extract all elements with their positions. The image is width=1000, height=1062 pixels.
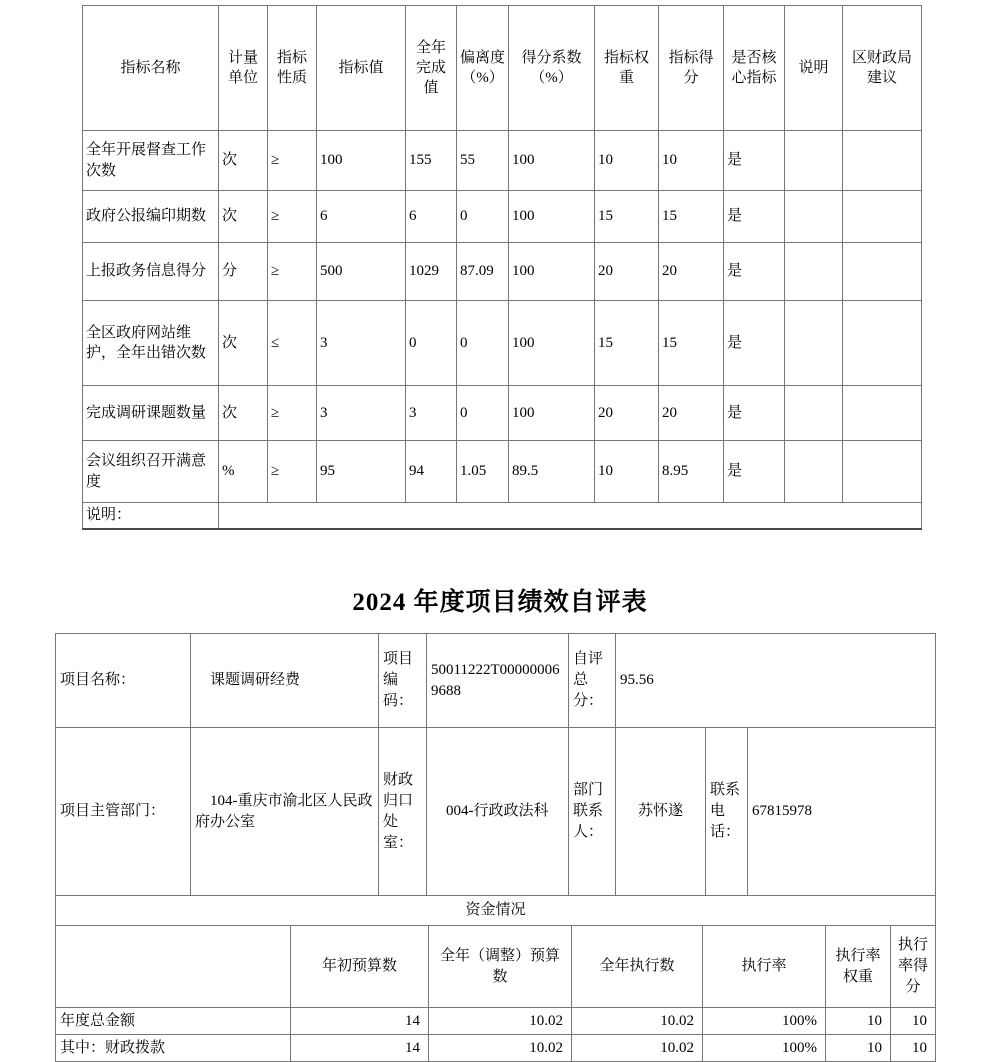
cell-deviation: 0 (457, 191, 509, 243)
cell-core: 是 (724, 131, 785, 191)
cell-annual: 0 (406, 301, 457, 386)
column-header-coef: 得分系数（%） (509, 6, 595, 131)
column-header-weight: 指标权重 (595, 6, 659, 131)
column-header-unit: 计量单位 (219, 6, 268, 131)
cell-deviation: 55 (457, 131, 509, 191)
cell-indicator-name: 会议组织召开满意度 (83, 441, 219, 503)
column-header-note: 说明 (785, 6, 843, 131)
cell-deviation: 87.09 (457, 243, 509, 301)
cell-core: 是 (724, 441, 785, 503)
contact-value: 苏怀遂 (616, 728, 706, 896)
cell-unit: 次 (219, 131, 268, 191)
cell-nature: ≥ (268, 191, 317, 243)
cell-note (785, 441, 843, 503)
cell-note (785, 131, 843, 191)
cell-weight: 10 (595, 131, 659, 191)
cell-note (785, 243, 843, 301)
cell-coef: 89.5 (509, 441, 595, 503)
cell-note (785, 191, 843, 243)
project-name-row (56, 634, 936, 728)
funding-section-row (56, 896, 936, 926)
indicator-header-row (83, 6, 922, 131)
cell-initial: 14 (291, 1035, 429, 1062)
cell-rate-score: 10 (891, 1035, 936, 1062)
cell-unit: 次 (219, 386, 268, 441)
project-table (55, 633, 936, 1062)
cell-initial: 14 (291, 1008, 429, 1035)
project-code-value: 50011222T000000069688 (427, 634, 569, 728)
cell-score: 8.95 (659, 441, 724, 503)
column-header-core: 是否核心指标 (724, 6, 785, 131)
cell-target: 6 (317, 191, 406, 243)
cell-indicator-name: 上报政务信息得分 (83, 243, 219, 301)
cell-annual: 94 (406, 441, 457, 503)
cell-unit: % (219, 441, 268, 503)
cell-coef: 100 (509, 191, 595, 243)
cell-deviation: 0 (457, 301, 509, 386)
cell-core: 是 (724, 243, 785, 301)
funding-header-blank (56, 926, 291, 1008)
funding-header-executed: 全年执行数 (572, 926, 703, 1008)
funding-header-rate-weight: 执行率权重 (826, 926, 891, 1008)
cell-score: 15 (659, 191, 724, 243)
cell-unit: 次 (219, 191, 268, 243)
phone-label: 联系电话： (706, 728, 748, 896)
cell-target: 3 (317, 386, 406, 441)
page-title: 2024 年度项目绩效自评表 (352, 589, 648, 616)
funding-header-initial: 年初预算数 (291, 926, 429, 1008)
indicator-row (83, 301, 922, 386)
cell-note (785, 301, 843, 386)
cell-suggestion (843, 191, 922, 243)
cell-annual: 155 (406, 131, 457, 191)
indicator-row (83, 191, 922, 243)
cell-indicator-name: 全年开展督查工作次数 (83, 131, 219, 191)
cell-indicator-name: 全区政府网站维护，全年出错次数 (83, 301, 219, 386)
cell-score: 10 (659, 131, 724, 191)
dept-value: 104-重庆市渝北区人民政府办公室 (191, 728, 379, 896)
project-name-label: 项目名称： (56, 634, 191, 728)
cell-suggestion (843, 441, 922, 503)
indicator-footer-row (83, 503, 922, 529)
cell-coef: 100 (509, 131, 595, 191)
column-header-annual: 全年完成值 (406, 6, 457, 131)
footer-label: 说明： (83, 503, 219, 529)
indicator-row (83, 386, 922, 441)
cell-weight: 20 (595, 386, 659, 441)
cell-nature: ≥ (268, 243, 317, 301)
cell-annual: 1029 (406, 243, 457, 301)
cell-coef: 100 (509, 301, 595, 386)
column-header-nature: 指标性质 (268, 6, 317, 131)
contact-label: 部门联系人： (569, 728, 616, 896)
funding-row-label: 年度总金额 (56, 1008, 291, 1035)
cell-nature: ≥ (268, 131, 317, 191)
cell-target: 500 (317, 243, 406, 301)
cell-suggestion (843, 131, 922, 191)
cell-weight: 15 (595, 191, 659, 243)
project-dept-row (56, 728, 936, 896)
cell-weight: 20 (595, 243, 659, 301)
cell-nature: ≤ (268, 301, 317, 386)
self-score-value: 95.56 (616, 634, 936, 728)
cell-coef: 100 (509, 386, 595, 441)
cell-annual: 6 (406, 191, 457, 243)
column-header-indicator-name: 指标名称 (83, 6, 219, 131)
cell-target: 100 (317, 131, 406, 191)
indicator-row (83, 243, 922, 301)
cell-adjusted: 10.02 (429, 1008, 572, 1035)
cell-executed: 10.02 (572, 1035, 703, 1062)
cell-indicator-name: 完成调研课题数量 (83, 386, 219, 441)
cell-core: 是 (724, 386, 785, 441)
phone-value: 67815978 (748, 728, 936, 896)
cell-score: 15 (659, 301, 724, 386)
cell-nature: ≥ (268, 386, 317, 441)
office-label: 财政归口处室： (379, 728, 427, 896)
column-header-deviation: 偏离度（%） (457, 6, 509, 131)
project-name-value: 课题调研经费 (191, 634, 379, 728)
dept-label: 项目主管部门： (56, 728, 191, 896)
funding-header-row (56, 926, 936, 1008)
office-value: 004-行政政法科 (427, 728, 569, 896)
cell-suggestion (843, 301, 922, 386)
indicator-row (83, 131, 922, 191)
cell-unit: 次 (219, 301, 268, 386)
indicator-table (82, 5, 922, 530)
self-score-label: 自评总分： (569, 634, 616, 728)
cell-score: 20 (659, 243, 724, 301)
cell-rate: 100% (703, 1008, 826, 1035)
funding-row-fiscal (56, 1035, 936, 1062)
indicator-row (83, 441, 922, 503)
funding-header-rate-score: 执行率得分 (891, 926, 936, 1008)
cell-weight: 10 (595, 441, 659, 503)
cell-core: 是 (724, 301, 785, 386)
funding-section-title: 资金情况 (56, 896, 936, 926)
cell-adjusted: 10.02 (429, 1035, 572, 1062)
cell-rate: 100% (703, 1035, 826, 1062)
cell-core: 是 (724, 191, 785, 243)
cell-rate-weight: 10 (826, 1008, 891, 1035)
funding-header-rate: 执行率 (703, 926, 826, 1008)
funding-header-adjusted: 全年（调整）预算数 (429, 926, 572, 1008)
cell-deviation: 1.05 (457, 441, 509, 503)
cell-target: 95 (317, 441, 406, 503)
cell-annual: 3 (406, 386, 457, 441)
funding-row-label: 其中：财政拨款 (56, 1035, 291, 1062)
cell-indicator-name: 政府公报编印期数 (83, 191, 219, 243)
cell-rate-weight: 10 (826, 1035, 891, 1062)
cell-nature: ≥ (268, 441, 317, 503)
column-header-suggestion: 区财政局建议 (843, 6, 922, 131)
cell-rate-score: 10 (891, 1008, 936, 1035)
project-code-label: 项目编码： (379, 634, 427, 728)
cell-coef: 100 (509, 243, 595, 301)
cell-note (785, 386, 843, 441)
cell-unit: 分 (219, 243, 268, 301)
cell-suggestion (843, 386, 922, 441)
footer-value (219, 503, 922, 529)
cell-suggestion (843, 243, 922, 301)
cell-executed: 10.02 (572, 1008, 703, 1035)
cell-target: 3 (317, 301, 406, 386)
cell-deviation: 0 (457, 386, 509, 441)
cell-score: 20 (659, 386, 724, 441)
column-header-target: 指标值 (317, 6, 406, 131)
cell-weight: 15 (595, 301, 659, 386)
funding-row-total (56, 1008, 936, 1035)
column-header-score: 指标得分 (659, 6, 724, 131)
